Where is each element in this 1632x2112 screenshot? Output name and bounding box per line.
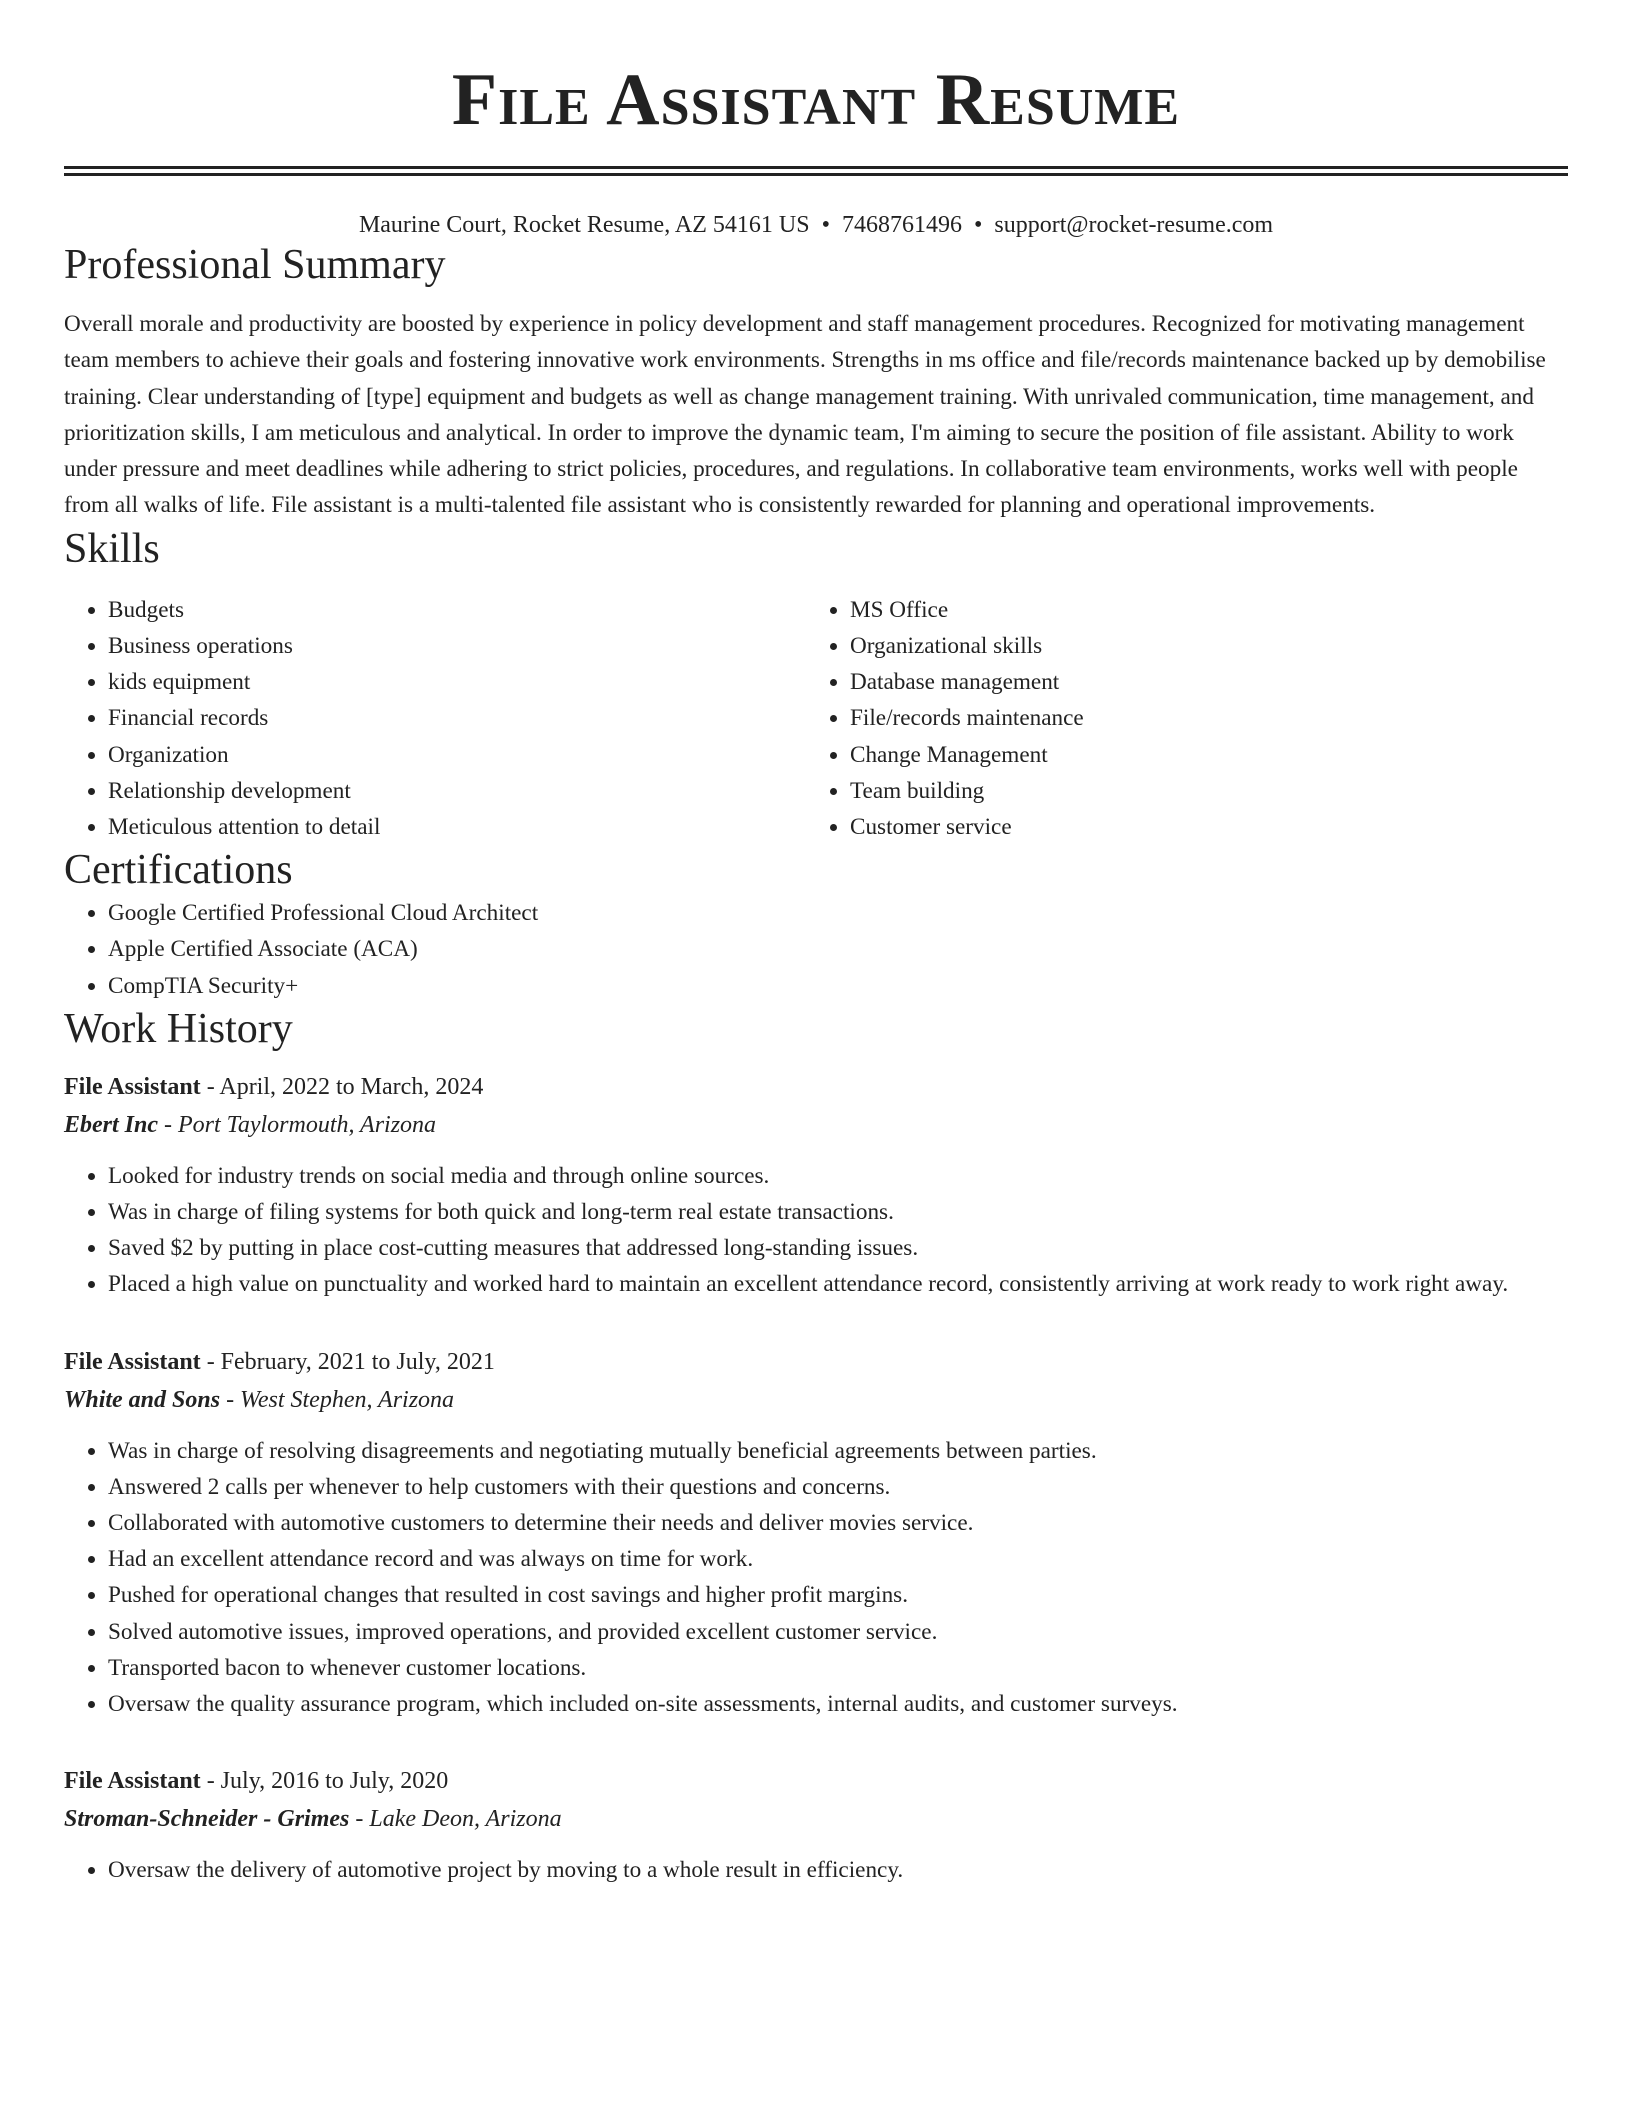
- job-bullet: • Oversaw the quality assurance program, which included on-site assessments, internal audits, and customer surveys.: [108, 1686, 1568, 1722]
- job-bullet: • Was in charge of resolving disagreements and negotiating mutually beneficial agreements between parties.: [108, 1433, 1568, 1469]
- job-title: File Assistant: [64, 1073, 201, 1100]
- job-dates: - April, 2022 to March, 2024: [200, 1073, 484, 1100]
- skill-item: • Change Management: [850, 737, 1548, 773]
- contact-line: [64, 210, 1568, 240]
- skills-heading: Skills: [64, 525, 160, 572]
- skill-item: • kids equipment: [108, 664, 806, 700]
- job-header: [64, 1068, 1568, 1106]
- skills-right-list: [806, 592, 1548, 845]
- resume-title: File Assistant Resume: [451, 59, 1181, 141]
- job-entry: [64, 1343, 1568, 1723]
- work-history-heading: Work History: [64, 1005, 293, 1052]
- job-bullet: • Answered 2 calls per whenever to help customers with their questions and concerns.: [108, 1469, 1568, 1505]
- job-company: Stroman-Schneider - Grimes: [64, 1806, 350, 1833]
- job-entry: [64, 1762, 1568, 1888]
- job-bullets: [64, 1852, 1568, 1888]
- contact-phone: 7468761496: [841, 212, 962, 238]
- contact-separator: •: [821, 212, 830, 238]
- job-entry: [64, 1068, 1568, 1303]
- job-bullet: • Transported bacon to whenever customer locations.: [108, 1650, 1568, 1686]
- job-company: Ebert Inc: [64, 1111, 159, 1138]
- job-company: White and Sons: [64, 1386, 221, 1413]
- skill-item: • Organizational skills: [850, 628, 1548, 664]
- job-dates: - July, 2016 to July, 2020: [200, 1768, 449, 1795]
- skills-left-list: [64, 592, 806, 845]
- summary-heading: Professional Summary: [64, 242, 446, 288]
- skill-item: • Business operations: [108, 628, 806, 664]
- job-header: [64, 1343, 1568, 1381]
- job-employer: [64, 1800, 1568, 1838]
- job-bullet: • Pushed for operational changes that resulted in cost savings and higher profit margins.: [108, 1577, 1568, 1613]
- certifications-heading: Certifications: [64, 847, 293, 894]
- skill-item: • File/records maintenance: [850, 700, 1548, 736]
- contact-address: Maurine Court, Rocket Resume, AZ 54161 US: [358, 212, 810, 238]
- job-header: [64, 1762, 1568, 1800]
- skills-columns: [64, 592, 1568, 845]
- job-employer: [64, 1381, 1568, 1419]
- job-dates: - February, 2021 to July, 2021: [200, 1348, 495, 1375]
- skill-item: • Database management: [850, 664, 1548, 700]
- job-bullet: • Oversaw the delivery of automotive project by moving to a whole result in efficiency.: [108, 1852, 1568, 1888]
- certification-item: • Apple Certified Associate (ACA): [108, 931, 1568, 967]
- certification-item: • CompTIA Security+: [108, 968, 1568, 1004]
- job-bullet: • Had an excellent attendance record and was always on time for work.: [108, 1541, 1568, 1577]
- skill-item: • Relationship development: [108, 773, 806, 809]
- job-bullets: [64, 1158, 1568, 1303]
- contact-email[interactable]: support@rocket-resume.com: [994, 212, 1274, 238]
- skill-item: • MS Office: [850, 592, 1548, 628]
- job-location: - Port Taylormouth, Arizona: [158, 1111, 437, 1138]
- skill-item: • Customer service: [850, 809, 1548, 845]
- job-bullet: • Was in charge of filing systems for both quick and long-term real estate transactions.: [108, 1194, 1568, 1230]
- certifications-list: [64, 895, 1568, 1004]
- job-bullet: • Saved $2 by putting in place cost-cutting measures that addressed long-standing issues.: [108, 1230, 1568, 1266]
- job-bullets: [64, 1433, 1568, 1723]
- job-location: - Lake Deon, Arizona: [349, 1806, 562, 1833]
- job-bullet: • Looked for industry trends on social media and through online sources.: [108, 1158, 1568, 1194]
- job-bullet: • Solved automotive issues, improved operations, and provided excellent customer service.: [108, 1614, 1568, 1650]
- skill-item: • Budgets: [108, 592, 806, 628]
- job-bullet: • Placed a high value on punctuality and worked hard to maintain an excellent attendance record, consistently arriving at work ready to work right away.: [108, 1266, 1568, 1302]
- skill-item: • Financial records: [108, 700, 806, 736]
- certification-item: • Google Certified Professional Cloud Architect: [108, 895, 1568, 931]
- skill-item: • Organization: [108, 737, 806, 773]
- job-location: - West Stephen, Arizona: [220, 1386, 455, 1413]
- skill-item: • Team building: [850, 773, 1548, 809]
- contact-separator: •: [973, 212, 983, 238]
- summary-text: Overall morale and productivity are boosted by experience in policy development and staff management procedures. Recognized for motivating management team members to achieve their goals and fostering innovative work environments. Strengths in ms office and file/records maintenance backed up by demobilise training. Clear understanding of [type] equipment and budgets as well as change management training. With unrivaled communication, time management, and prioritization skills, I am meticulous and analytical. In order to improve the dynamic team, I'm aiming to secure the position of file assistant. Ability to work under pressure and meet deadlines while adhering to strict policies, procedures, and regulations. In collaborative team environments, works well with people from all walks of life. File assistant is a multi-talented file assistant who is consistently rewarded for planning and operational improvements.: [64, 311, 1546, 519]
- title-double-rule: [64, 166, 1568, 176]
- job-title: File Assistant: [64, 1768, 201, 1795]
- job-bullet: • Collaborated with automotive customers to determine their needs and deliver movies service.: [108, 1505, 1568, 1541]
- job-title: File Assistant: [64, 1348, 201, 1375]
- job-employer: [64, 1106, 1568, 1144]
- skill-item: • Meticulous attention to detail: [108, 809, 806, 845]
